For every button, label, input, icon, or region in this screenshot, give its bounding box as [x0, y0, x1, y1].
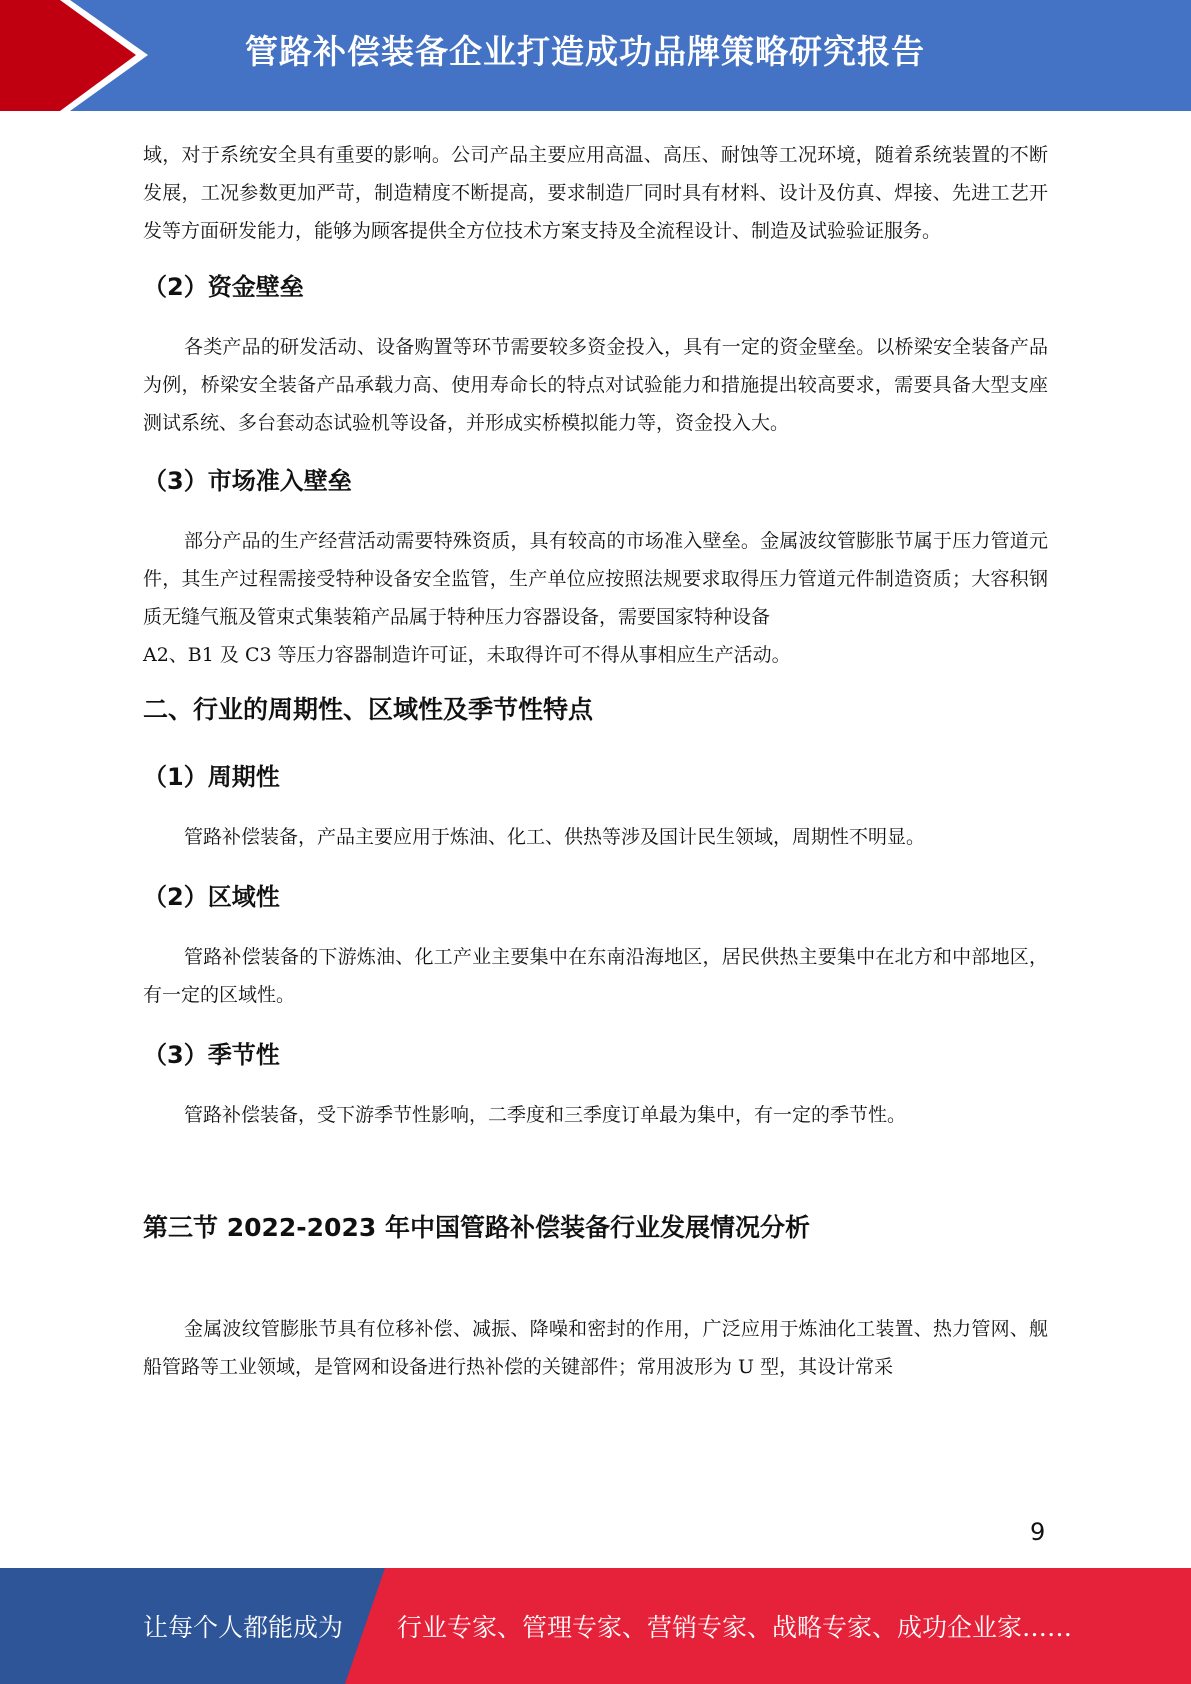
heading-periodicity: （1）周期性 [143, 763, 280, 791]
heading-cycle-characteristics: 二、行业的周期性、区域性及季节性特点 [143, 695, 594, 724]
heading-market-barrier: （3）市场准入壁垒 [143, 467, 352, 495]
heading-seasonality: （3）季节性 [143, 1041, 280, 1069]
paragraph-market-barrier-part2: A2、B1 及 C3 等压力容器制造许可证，未取得许可不得从事相应生产活动。 [143, 644, 791, 666]
paragraph-bellows: 金属波纹管膨胀节具有位移补偿、减振、降噪和密封的作用，广泛应用于炼油化工装置、热力管网、舰船管路等工业领域，是管网和设备进行热补偿的关键部件；常用波形为 U 型，其设计常采 [143, 1318, 1048, 1378]
report-title: 管路补偿装备企业打造成功品牌策略研究报告 [245, 32, 925, 71]
paragraph-regionality: 管路补偿装备的下游炼油、化工产业主要集中在东南沿海地区，居民供热主要集中在北方和中部地区，有一定的区域性。 [143, 946, 1048, 1006]
page-number: 9 [1030, 1518, 1046, 1546]
header-arrow-icon [0, 0, 160, 111]
paragraph-market-barrier-part1: 部分产品的生产经营活动需要特殊资质，具有较高的市场准入壁垒。金属波纹管膨胀节属于压力管道元件，其生产过程需接受特种设备安全监管，生产单位应按照法规要求取得压力管道元件制造资质；大容积钢质无缝气瓶及管束式集装箱产品属于特种压力容器设备，需要国家特种设备 [143, 530, 1048, 628]
paragraph-seasonality: 管路补偿装备，受下游季节性影响，二季度和三季度订单最为集中，有一定的季节性。 [184, 1104, 907, 1126]
footer-slogan-right: 行业专家、管理专家、营销专家、战略专家、成功企业家…… [397, 1613, 1073, 1642]
paragraph-intro: 域，对于系统安全具有重要的影响。公司产品主要应用高温、高压、耐蚀等工况环境，随着系统装置的不断发展，工况参数更加严苛，制造精度不断提高，要求制造厂同时具有材料、设计及仿真、焊接、先进工艺开发等方面研发能力，能够为顾客提供全方位技术方案支持及全流程设计、制造及试验验证服务。 [143, 144, 1048, 242]
page-footer [0, 1568, 1191, 1684]
page-body [143, 132, 1048, 1386]
page-header [0, 0, 1191, 111]
heading-regionality: （2）区域性 [143, 883, 280, 911]
paragraph-capital-barrier: 各类产品的研发活动、设备购置等环节需要较多资金投入，具有一定的资金壁垒。以桥梁安全装备产品为例，桥梁安全装备产品承载力高、使用寿命长的特点对试验能力和措施提出较高要求，需要具备大型支座测试系统、多台套动态试验机等设备，并形成实桥模拟能力等，资金投入大。 [143, 336, 1048, 434]
heading-capital-barrier: （2）资金壁垒 [143, 273, 304, 301]
paragraph-periodicity: 管路补偿装备，产品主要应用于炼油、化工、供热等涉及国计民生领域，周期性不明显。 [184, 826, 926, 848]
footer-slogan-left: 让每个人都能成为 [143, 1613, 344, 1642]
paragraph-market-barrier [143, 522, 1048, 674]
section-title: 第三节 2022-2023 年中国管路补偿装备行业发展情况分析 [143, 1213, 810, 1242]
